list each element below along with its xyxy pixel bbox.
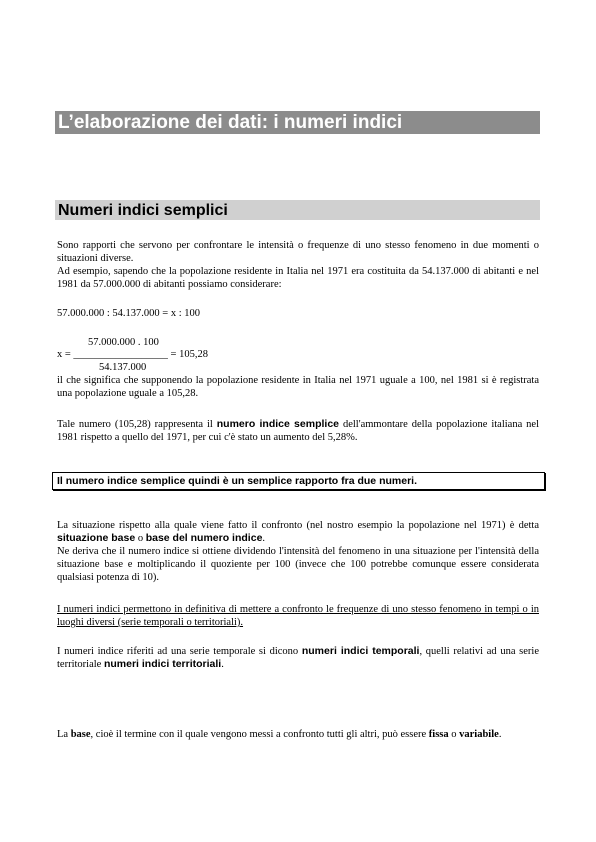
- bold-term: variabile: [459, 729, 499, 740]
- formula-line: x = __________________ = 105,28: [57, 349, 208, 360]
- example-text: Ad esempio, sapendo che la popolazione residente in Italia nel 1971 era costituita da 54.137.000 di abitanti e nel 1981 da 57.000.000 di abitanti possiamo considerare:: [57, 266, 539, 290]
- text-run: I numeri indice riferiti ad una serie temporale si dicono: [57, 646, 302, 657]
- paragraph-index-value: [57, 418, 539, 444]
- page-title: L’elaborazione dei dati: i numeri indici: [55, 111, 540, 134]
- text-run: , quelli relativi ad una serie territoriale: [57, 646, 539, 670]
- text-run: o: [448, 729, 460, 740]
- text-run: Tale numero (105,28) rappresenta il: [57, 419, 217, 430]
- bold-term: numeri indici territoriali: [103, 658, 222, 670]
- bold-term: base del numero indice: [145, 532, 263, 544]
- bold-term: numeri indici temporali: [301, 645, 420, 657]
- formula-denominator: 54.137.000: [99, 362, 147, 373]
- section-title: Numeri indici semplici: [55, 200, 540, 220]
- paragraph-fixed-variable: [57, 728, 539, 741]
- formula-numerator: 57.000.000 . 100: [88, 337, 159, 348]
- derivation-text: Ne deriva che il numero indice si ottiene dividendo l'intensità del fenomeno in una situazione per l'intensità della situazione base e moltiplicando il quoziente per 100 (invece che 100 potrebbe comunque essere considerata qualsiasi potenza di 10).: [57, 546, 539, 583]
- bold-term: situazione base: [57, 532, 136, 544]
- text-run: .: [221, 659, 224, 670]
- text-run: .: [498, 729, 502, 740]
- paragraph-base: [57, 519, 539, 584]
- text-run: La: [57, 729, 71, 740]
- boxed-statement: Il numero indice semplice quindi è un semplice rapporto fra due numeri.: [52, 472, 545, 490]
- bold-term: base: [70, 729, 91, 740]
- text-run: .: [262, 533, 266, 544]
- proportion-line: 57.000.000 : 54.137.000 = x : 100: [57, 308, 201, 319]
- text-run: , cioè il termine con il quale vengono messi a confronto tutti gli altri, può essere: [90, 729, 429, 740]
- paragraph-interpretation: il che significa che supponendo la popolazione residente in Italia nel 1971 uguale a 100, nel 1981 si è registrata una popolazione uguale a 105,28.: [57, 375, 539, 399]
- paragraph-definition: [57, 239, 539, 291]
- definition-text: Sono rapporti che servono per confrontare le intensità o frequenze di uno stesso fenomeno in due momenti o situazioni diverse.: [57, 240, 539, 264]
- text-run: dell'ammontare della popolazione italiana nel 1981 rispetto a quello del 1971, per cui c'è stato un aumento del 5,28%.: [57, 419, 539, 443]
- text-run: o: [135, 533, 146, 544]
- paragraph-underlined: I numeri indici permettono in definitiva di mettere a confronto le frequenze di uno stesso fenomeno in tempi o in luoghi diversi (serie temporali o territoriali).: [57, 604, 539, 628]
- bold-term: fissa: [428, 729, 449, 740]
- text-run: La situazione rispetto alla quale viene fatto il confronto (nel nostro esempio la popolazione nel 1971) è detta: [57, 520, 539, 531]
- bold-term: numero indice semplice: [216, 418, 340, 430]
- paragraph-temporal-territorial: [57, 645, 539, 671]
